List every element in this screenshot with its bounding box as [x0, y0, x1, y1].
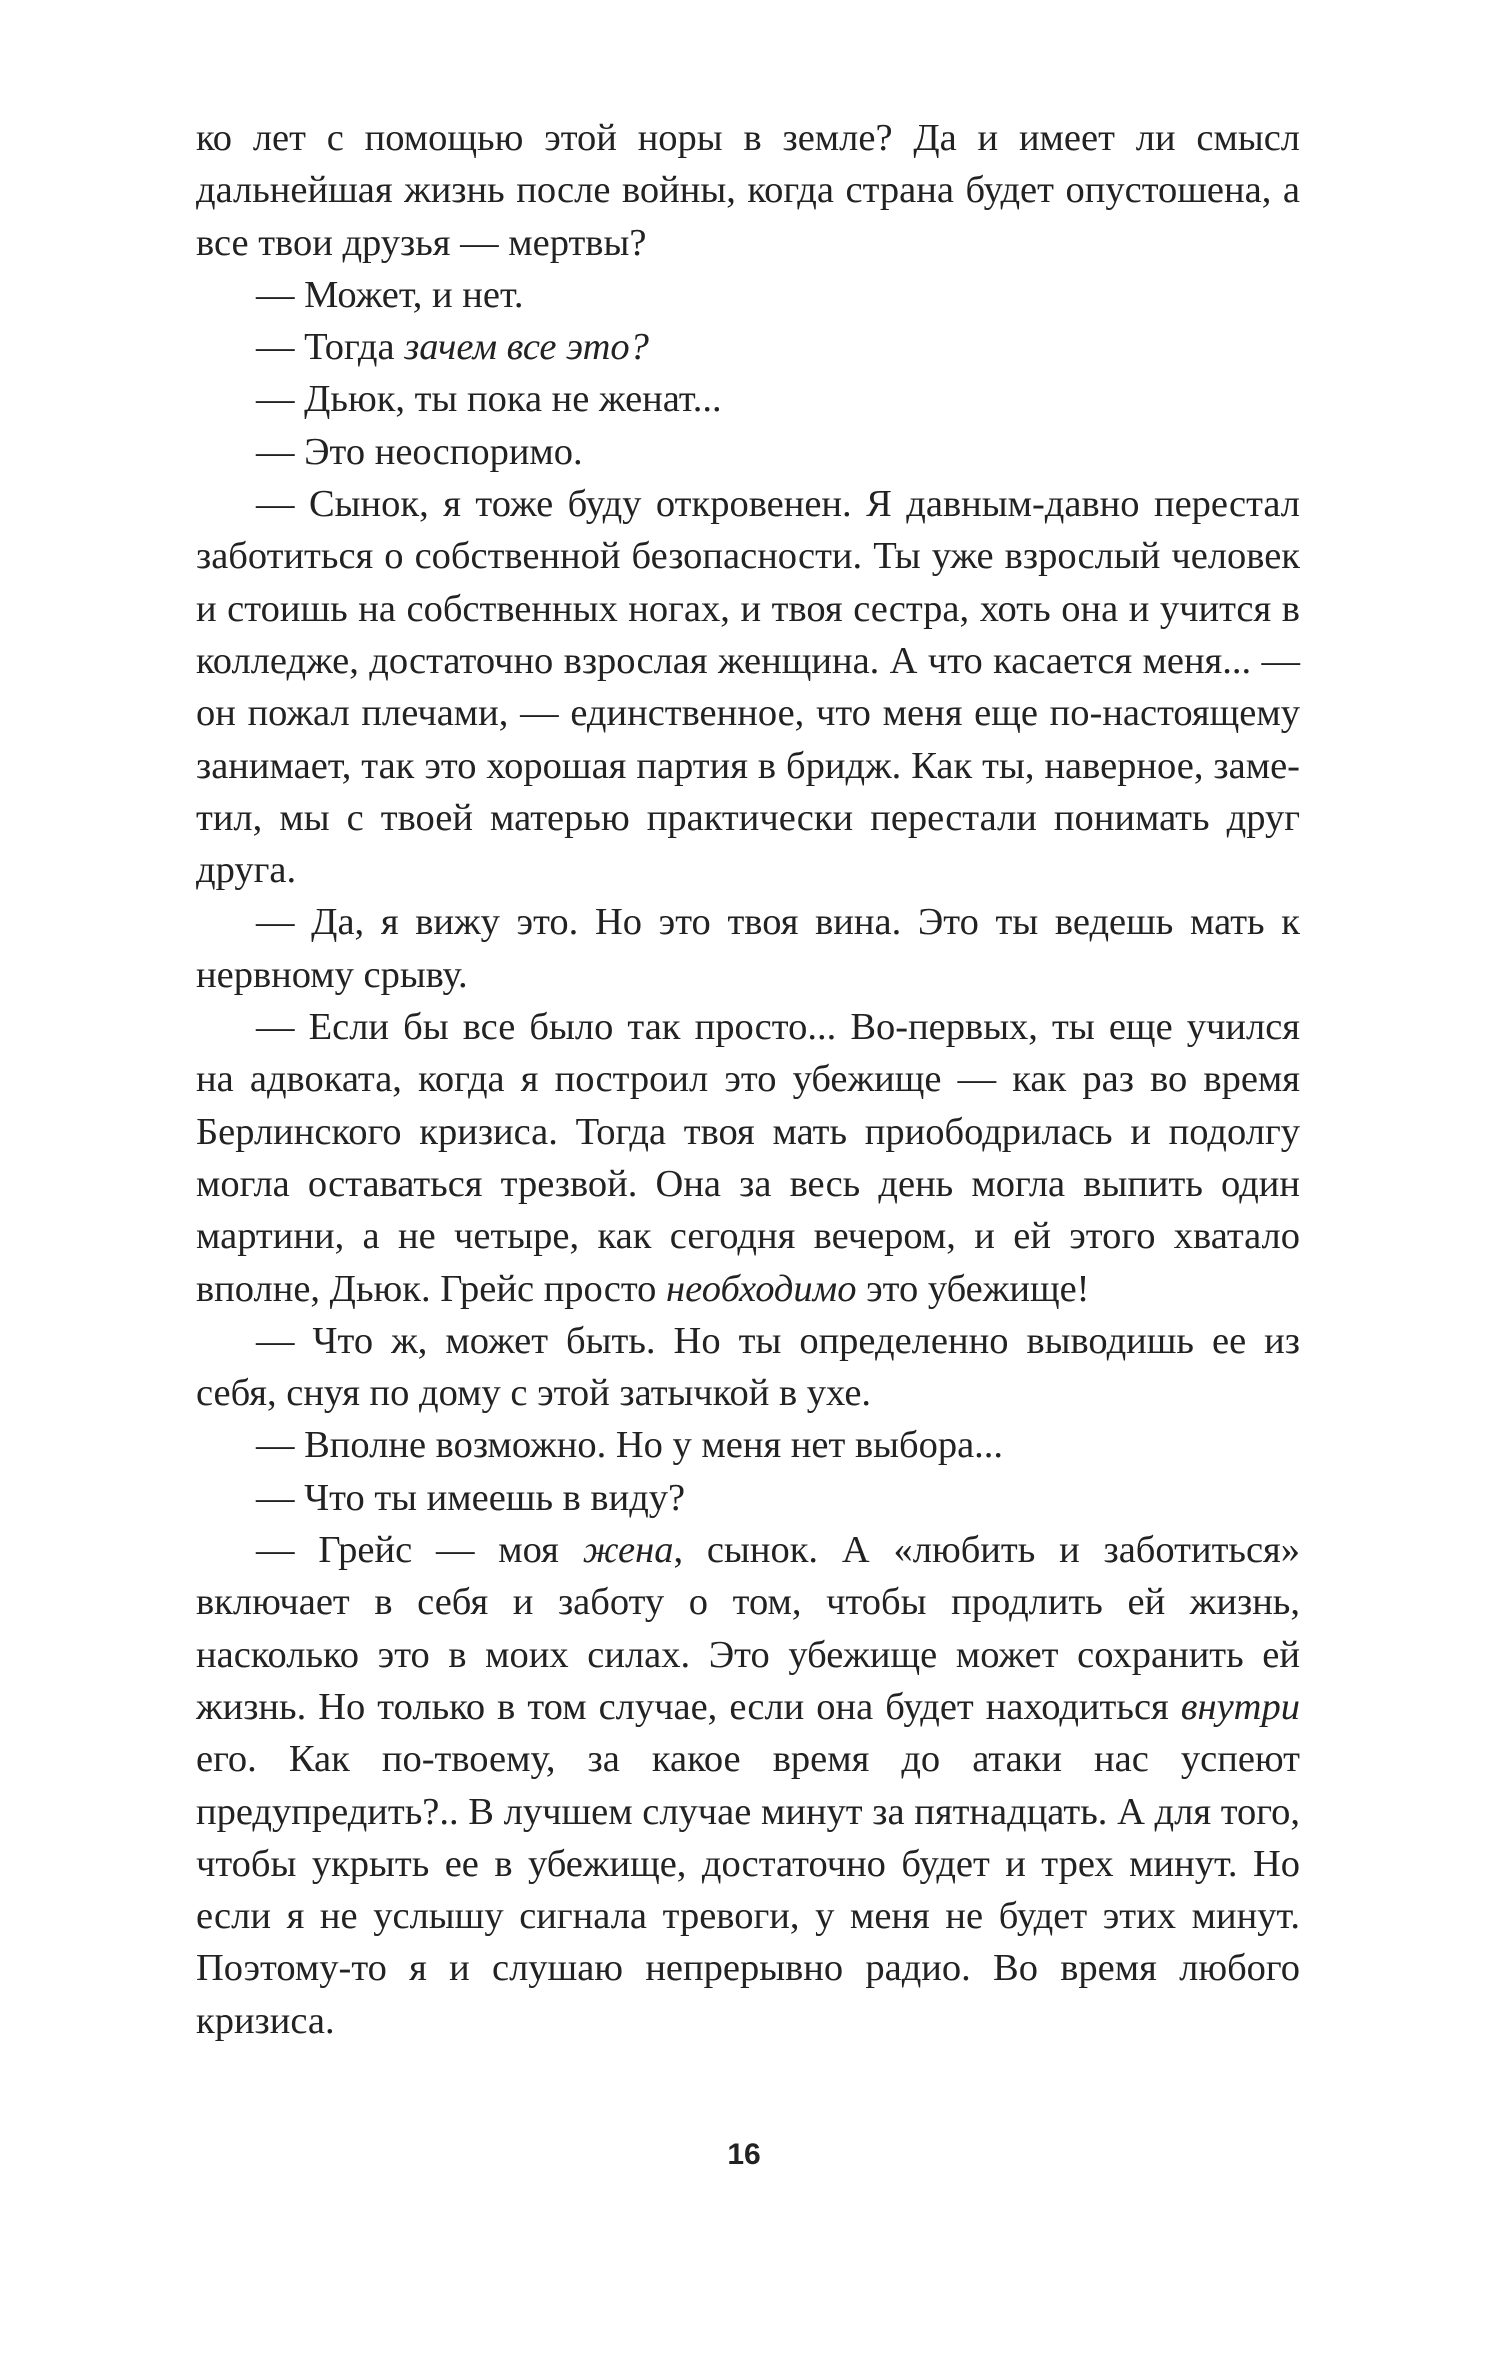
dialogue-paragraph — [196, 321, 1300, 373]
paragraph-continuation — [196, 112, 1300, 269]
dialogue-paragraph — [196, 1524, 1300, 2047]
text-run: — Это неоспоримо. — [256, 430, 583, 473]
text-run: — Что ты имеешь в виду? — [256, 1476, 686, 1519]
text-run: , сынок. А «любить и заботиться» включает в себя и заботу о том, чтобы продлить ей жизнь, насколько это в моих силах. Это убежище может сохранить ей жизнь. Но только в том случае, если она будет находиться — [196, 1529, 1300, 1728]
text-run: — Вполне возможно. Но у меня нет выбора... — [256, 1424, 1004, 1467]
text-run: — Сынок, я тоже буду откровенен. Я давным-давно перестал заботиться о собственной безопасности. Ты уже взрослый человек и стоишь на собственных ногах, и твоя сестра, хоть она и учится в колледже, достаточно взрослая женщина. А что касается меня... — он пожал плечами, — единственное, что меня еще по-настоящему занимает, так это хорошая партия в бридж. Как ты, наверное, заметил, мы с твоей матерью практически перестали понимать друг друга. — [196, 483, 1300, 892]
dialogue-paragraph — [196, 426, 1300, 478]
dialogue-paragraph — [196, 1472, 1300, 1524]
text-run: — Дьюк, ты пока не женат... — [256, 378, 722, 421]
text-run: ко лет с помощью этой норы в земле? Да и имеет ли смысл дальнейшая жизнь после войны, когда страна будет опустошена, а все твои друзья — мертвы? — [196, 117, 1300, 264]
italic-emphasis: зачем все это? — [404, 326, 649, 369]
italic-emphasis: необходимо — [666, 1267, 857, 1310]
page-number: 16 — [727, 2138, 761, 2171]
dialogue-paragraph — [196, 1001, 1300, 1315]
dialogue-paragraph — [196, 269, 1300, 321]
dialogue-paragraph — [196, 478, 1300, 896]
dialogue-paragraph — [196, 373, 1300, 425]
text-run: — Может, и нет. — [256, 273, 524, 316]
text-run: — Тогда — [256, 326, 405, 369]
text-run: — Грейс — моя — [256, 1529, 583, 1572]
text-run: — Что ж, может быть. Но ты определенно выводишь ее из себя, снуя по дому с этой затычкой в ухе. — [196, 1319, 1300, 1415]
dialogue-paragraph — [196, 896, 1300, 1001]
dialogue-paragraph — [196, 1315, 1300, 1420]
italic-emphasis: внутри — [1180, 1685, 1300, 1728]
text-run: — Если бы все было так просто... Во-первых, ты еще учился на адвоката, когда я построил это убежище — как раз во время Берлинского кризиса. Тогда твоя мать приободрилась и подолгу могла оставаться трезвой. Она за весь день могла выпить один мартини, а не четыре, как сегодня вечером, и ей этого хватало вполне, Дьюк. Грейс просто — [196, 1006, 1300, 1310]
text-run: его. Как по-твоему, за какое время до атаки нас успеют предупредить?.. В лучшем случае минут за пятнадцать. А для того, чтобы укрыть ее в убежище, достаточно будет и трех минут. Но если я не услышу сигнала тревоги, у меня не будет этих минут. Поэтому-то я и слушаю непрерывно радио. Во время любого кризиса. — [196, 1738, 1300, 2042]
dialogue-paragraph — [196, 1419, 1300, 1471]
text-run: — Да, я вижу это. Но это твоя вина. Это ты ведешь мать к нервному срыву. — [196, 901, 1300, 996]
italic-emphasis: жена — [582, 1529, 674, 1572]
text-run: это убежище! — [856, 1267, 1090, 1310]
body-text — [196, 112, 1300, 2047]
